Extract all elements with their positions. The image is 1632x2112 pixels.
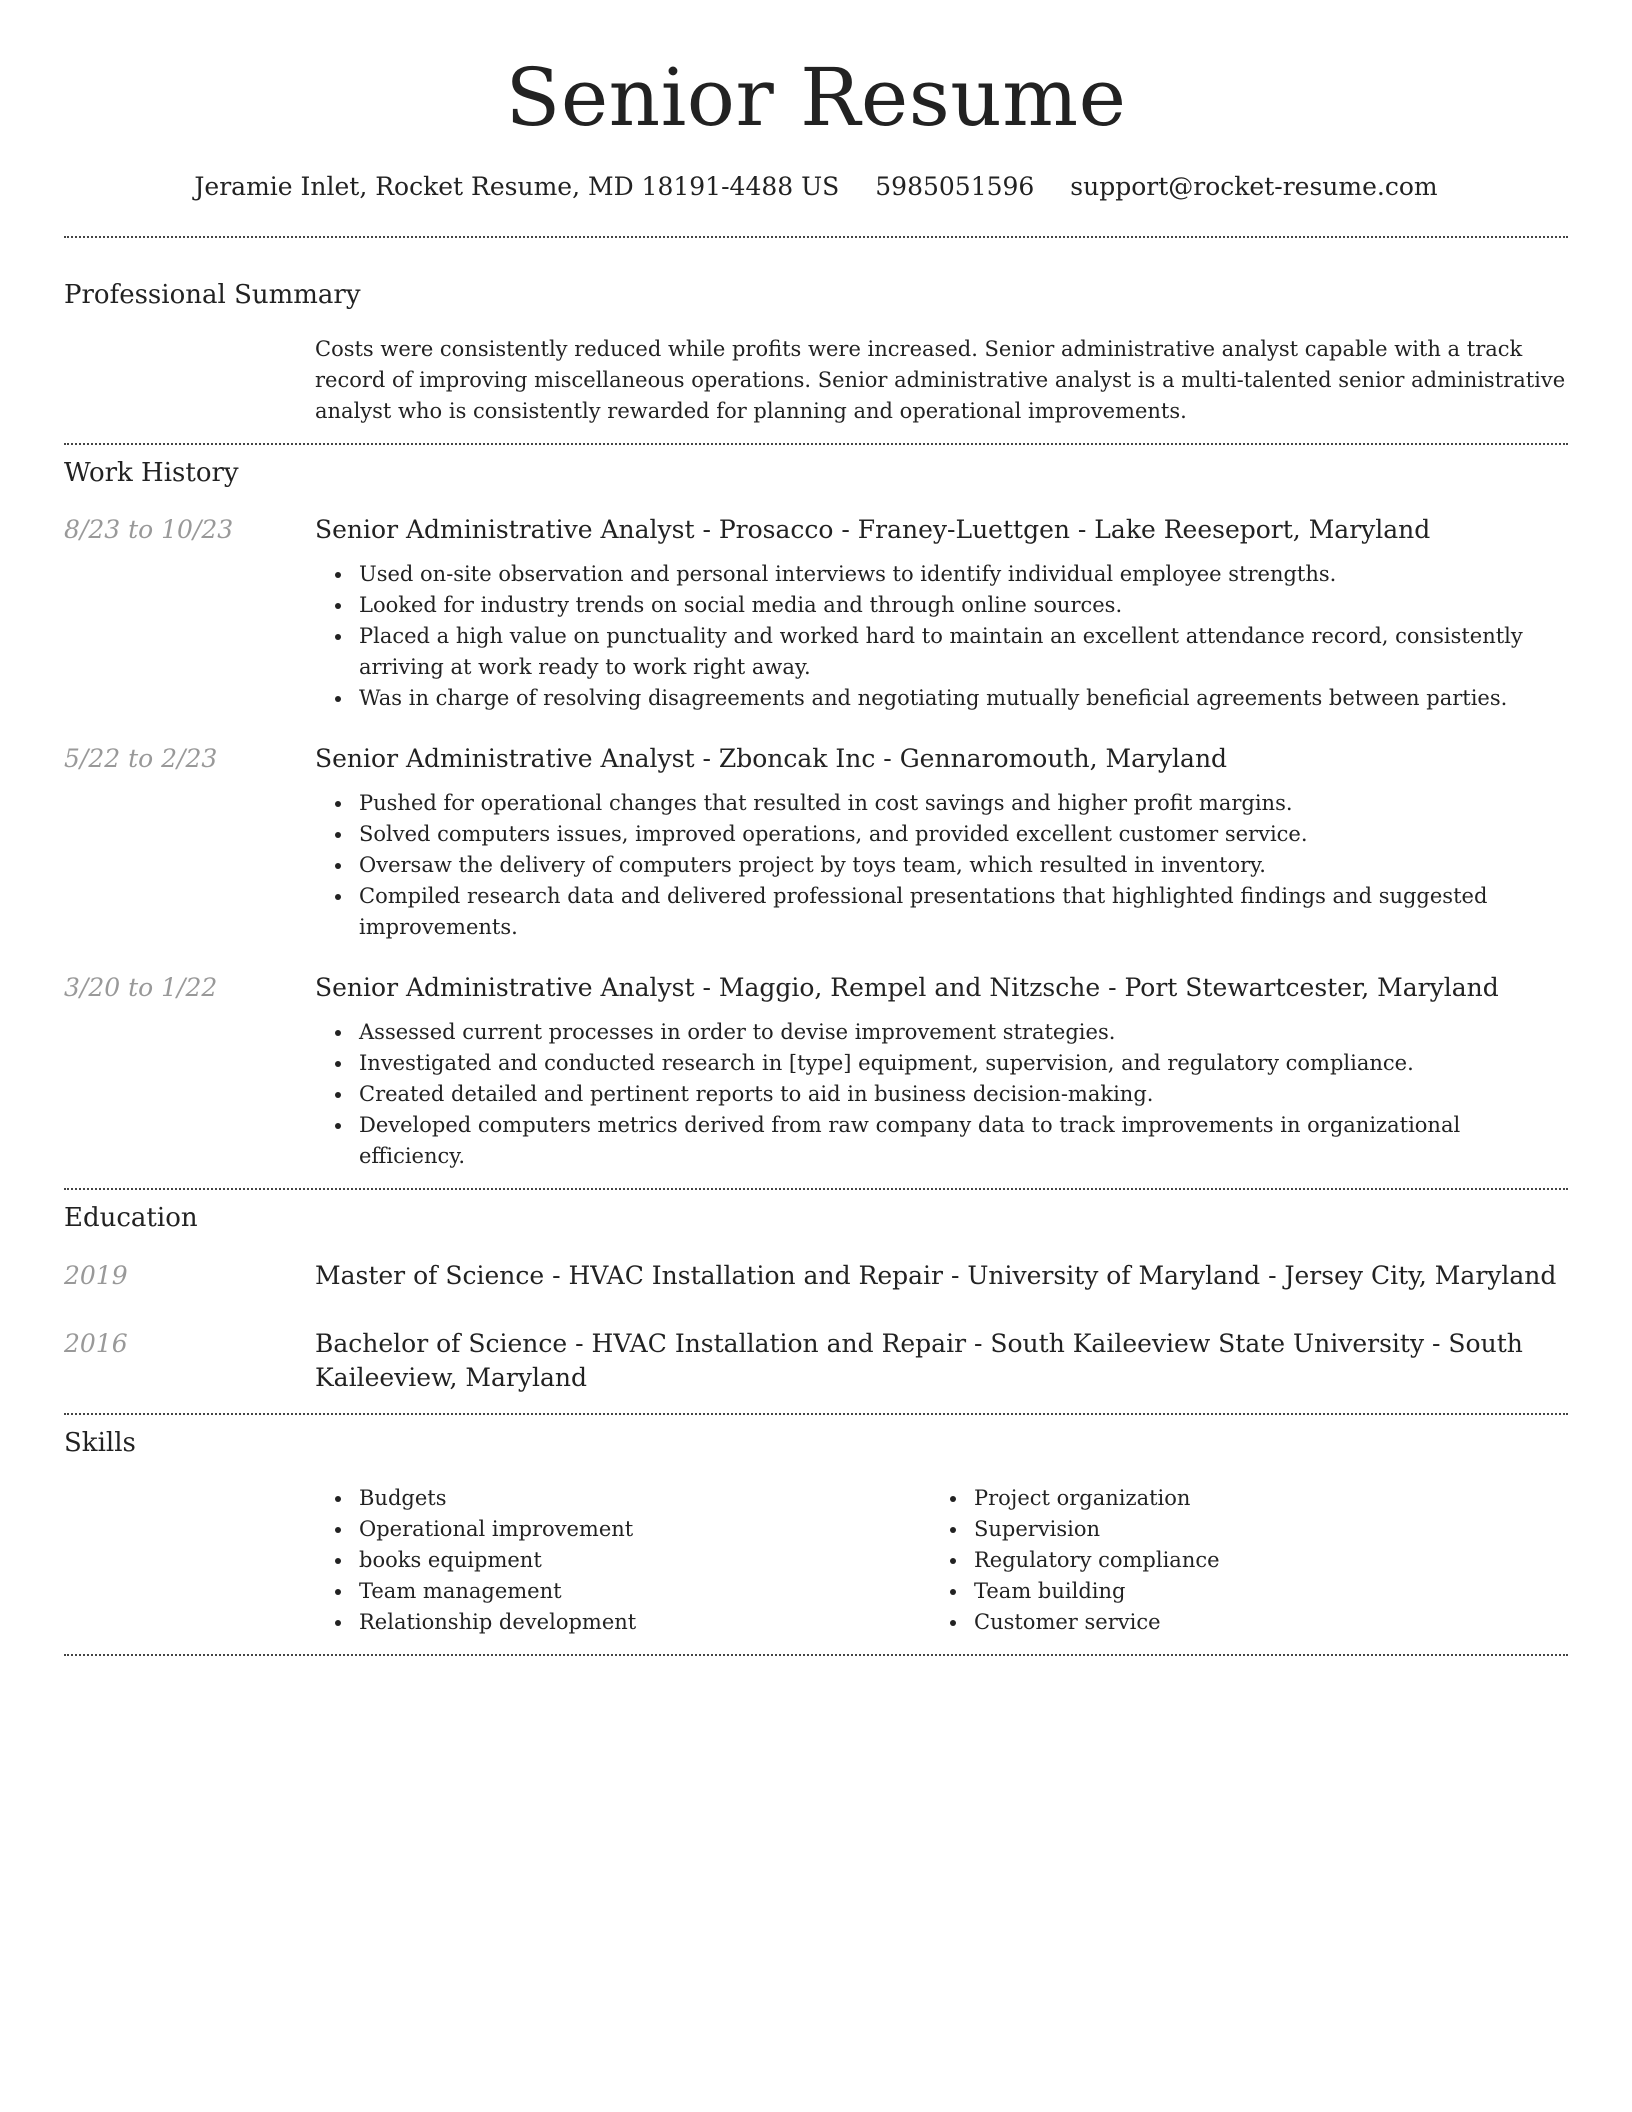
education-text: Bachelor of Science - HVAC Installation and Repair - South Kaileeview State University - South Kaileeview, Maryland: [315, 1328, 1523, 1392]
job-bullets: [315, 1017, 1568, 1172]
skills-list-right: [930, 1483, 1545, 1638]
job-bullets: [315, 559, 1568, 714]
resume-page: [64, 0, 1568, 1656]
job-bullets: [315, 788, 1568, 943]
list-item: books equipment: [315, 1545, 930, 1576]
contact-line: [64, 172, 1568, 202]
summary-heading: Professional Summary: [64, 280, 361, 310]
list-item: Assessed current processes in order to devise improvement strategies.: [315, 1017, 1568, 1048]
list-item: Relationship development: [315, 1607, 930, 1638]
contact-address: Jeramie Inlet, Rocket Resume, MD 18191-4488 US: [194, 172, 840, 201]
list-item: Budgets: [315, 1483, 930, 1514]
job-entry: [64, 742, 1568, 943]
contact-email: support@rocket-resume.com: [1070, 172, 1438, 201]
list-item: Placed a high value on punctuality and worked hard to maintain an excellent attendance record, consistently arriving at work ready to work right away.: [315, 621, 1568, 683]
work-heading: Work History: [64, 458, 239, 489]
divider: [64, 1654, 1568, 1656]
skills-section: [64, 1428, 1568, 1638]
resume-title: Senior Resume: [505, 51, 1127, 144]
education-entry: [64, 1259, 1568, 1293]
divider: [64, 443, 1568, 445]
education-heading: Education: [64, 1203, 198, 1234]
education-text: Master of Science - HVAC Installation and Repair - University of Maryland - Jersey City, Maryland: [315, 1260, 1557, 1290]
job-title: Senior Administrative Analyst - Prosacco - Franey-Luettgen - Lake Reeseport, Maryland: [315, 515, 1431, 545]
list-item: Pushed for operational changes that resulted in cost savings and higher profit margins.: [315, 788, 1568, 819]
education-year: 2019: [64, 1260, 128, 1290]
skills-heading: Skills: [64, 1427, 136, 1458]
list-item: Regulatory compliance: [930, 1545, 1545, 1576]
list-item: Team management: [315, 1576, 930, 1607]
skills-list-left: [315, 1483, 930, 1638]
job-title: Senior Administrative Analyst - Maggio, Rempel and Nitzsche - Port Stewartcester, Maryland: [315, 973, 1499, 1003]
divider: [64, 236, 1568, 238]
list-item: Solved computers issues, improved operations, and provided excellent customer service.: [315, 819, 1568, 850]
education-section: [64, 1203, 1568, 1394]
list-item: Investigated and conducted research in [type] equipment, supervision, and regulatory compliance.: [315, 1048, 1568, 1079]
job-dates: 3/20 to 1/22: [64, 973, 218, 1003]
job-title: Senior Administrative Analyst - Zboncak Inc - Gennaromouth, Maryland: [315, 744, 1228, 774]
list-item: Created detailed and pertinent reports to aid in business decision-making.: [315, 1079, 1568, 1110]
divider: [64, 1188, 1568, 1190]
list-item: Project organization: [930, 1483, 1545, 1514]
summary-text: Costs were consistently reduced while profits were increased. Senior administrative analyst capable with a track record of improving miscellaneous operations. Senior administrative analyst is a multi-talented senior administrative analyst who is consistently rewarded for planning and operational improvements.: [315, 337, 1566, 424]
job-entry: [64, 513, 1568, 714]
summary-section: [64, 280, 1568, 427]
list-item: Compiled research data and delivered professional presentations that highlighted findings and suggested improvements.: [315, 881, 1568, 943]
list-item: Operational improvement: [315, 1514, 930, 1545]
list-item: Developed computers metrics derived from raw company data to track improvements in organizational efficiency.: [315, 1110, 1568, 1172]
list-item: Looked for industry trends on social media and through online sources.: [315, 590, 1568, 621]
list-item: Was in charge of resolving disagreements and negotiating mutually beneficial agreements between parties.: [315, 683, 1568, 714]
divider: [64, 1413, 1568, 1415]
job-entry: [64, 971, 1568, 1172]
list-item: Used on-site observation and personal interviews to identify individual employee strengths.: [315, 559, 1568, 590]
education-entry: [64, 1327, 1568, 1395]
education-year: 2016: [64, 1328, 128, 1358]
job-dates: 5/22 to 2/23: [64, 744, 218, 774]
list-item: Customer service: [930, 1607, 1545, 1638]
contact-phone: 5985051596: [875, 172, 1035, 201]
list-item: Supervision: [930, 1514, 1545, 1545]
list-item: Oversaw the delivery of computers project by toys team, which resulted in inventory.: [315, 850, 1568, 881]
work-section: [64, 458, 1568, 1172]
job-dates: 8/23 to 10/23: [64, 515, 234, 545]
list-item: Team building: [930, 1576, 1545, 1607]
skills-columns: [315, 1483, 1568, 1638]
